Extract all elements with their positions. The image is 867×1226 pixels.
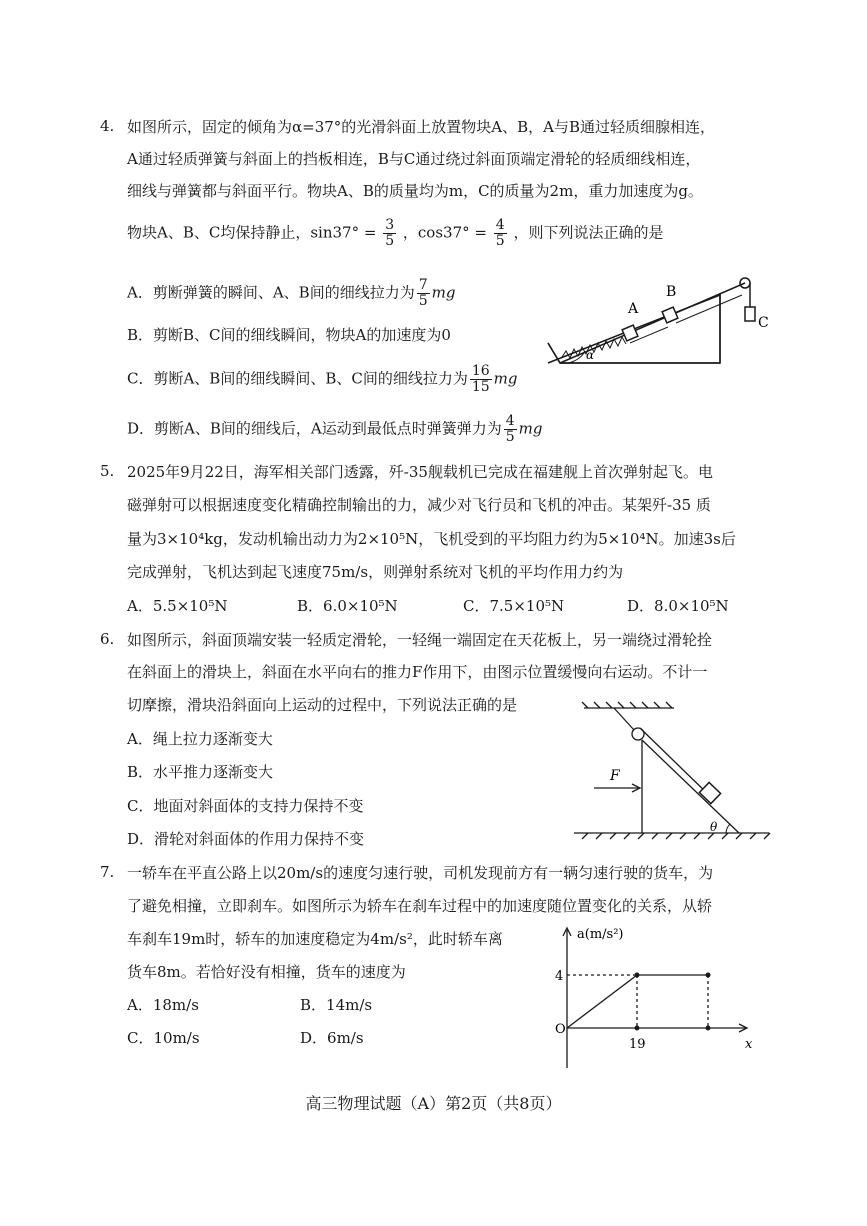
q4-option-d[interactable]: D．剪断A、B间的细线后，A运动到最低点时弹簧弹力为 $\frac{4}{5}$ mg	[127, 413, 543, 445]
graph-y-tick: 4	[555, 969, 564, 984]
graph-x-tick: 19	[629, 1037, 646, 1052]
q7-option-a[interactable]: A．18m/s	[127, 996, 199, 1014]
graph-point-end-axis	[706, 1026, 711, 1031]
q7-option-c[interactable]: C．10m/s	[127, 1029, 200, 1047]
q5-option-c[interactable]: C．7.5×10⁵N	[463, 597, 565, 615]
q6-option-b[interactable]: B．水平推力逐渐变大	[127, 763, 274, 781]
q4-text-line2: A通过轻质弹簧与斜面上的挡板相连，B与C通过绕过斜面顶端定滑轮的轻质细线相连，	[127, 150, 701, 168]
q6-option-a[interactable]: A．绳上拉力逐渐变大	[127, 730, 273, 748]
block-b	[662, 307, 678, 323]
q6-number: 6.	[100, 630, 115, 648]
q4-option-a[interactable]: A．剪断弹簧的瞬间、A、B间的细线拉力为 $\frac{7}{5}$ mg	[127, 277, 456, 309]
q5-text-line2: 磁弹射可以根据速度变化精确控制输出的力，减少对飞行员和飞机的冲击。某架歼-35 质	[127, 496, 711, 514]
q5-option-b[interactable]: B．6.0×10⁵N	[297, 597, 398, 615]
q4-option-b[interactable]: B．剪断B、C间的细线瞬间，物块A的加速度为0	[127, 326, 451, 344]
q4-text-line3: 细线与弹簧都与斜面平行。物块A、B的质量均为m，C的质量为2m，重力加速度为g。	[127, 182, 703, 200]
q4-line4-part2: ，cos37° =	[402, 223, 487, 242]
q4-text-line4	[127, 218, 663, 249]
graph-ramp-line	[567, 975, 637, 1028]
label-c: C	[758, 315, 769, 331]
q6-incline-figure	[574, 700, 774, 850]
graph-point-19-0	[635, 1026, 640, 1031]
graph-x-label: x	[745, 1037, 753, 1052]
q7-number: 7.	[100, 863, 115, 881]
cos-fraction: $\frac{4}{5}$	[495, 217, 505, 249]
page-footer: 高三物理试题（A）第2页（共8页）	[305, 1094, 562, 1113]
sin-fraction: $\frac{3}{5}$	[385, 217, 395, 249]
slider-block	[699, 782, 720, 803]
q4-line4-part1: 物块A、B、C均保持静止，sin37° =	[127, 223, 377, 242]
q7-option-d[interactable]: D．6m/s	[300, 1029, 364, 1047]
q6-text-line3: 切摩擦，滑块沿斜面向上运动的过程中，下列说法正确的是	[127, 696, 518, 714]
q4-line4-part3: ，则下列说法正确的是	[513, 223, 664, 242]
q6-text-line1: 如图所示，斜面顶端安装一轻质定滑轮，一轻绳一端固定在天花板上，另一端绕过滑轮拴	[127, 631, 713, 649]
block-a	[622, 325, 638, 341]
graph-point-19-4	[635, 973, 640, 978]
label-theta: θ	[710, 820, 718, 834]
q4-option-c[interactable]: C．剪断A、B间的细线瞬间、B、C间的细线拉力为 $\frac{16}{15}$ mg	[127, 363, 518, 395]
q5-text-line1: 2025年9月22日，海军相关部门透露，歼-35舰载机已完成在福建舰上首次弹射起飞。电	[127, 463, 713, 481]
graph-point-end	[706, 973, 711, 978]
q6-option-d[interactable]: D．滑轮对斜面体的作用力保持不变	[127, 830, 365, 848]
label-b: B	[666, 284, 677, 300]
q7-text-line1: 一轿车在平直公路上以20m/s的速度匀速行驶，司机发现前方有一辆匀速行驶的货车，为	[127, 864, 714, 882]
q5-number: 5.	[100, 462, 115, 480]
q6-option-c[interactable]: C．地面对斜面体的支持力保持不变	[127, 797, 364, 815]
label-a: A	[628, 301, 639, 317]
q5-text-line4: 完成弹射，飞机达到起飞速度75m/s，则弹射系统对飞机的平均作用力约为	[127, 563, 624, 581]
label-alpha: α	[586, 348, 595, 362]
q4-text-line1: 如图所示，固定的倾角为α=37°的光滑斜面上放置物块A、B，A与B通过轻质细腺相连，	[127, 118, 715, 136]
q5-option-d[interactable]: D．8.0×10⁵N	[627, 597, 729, 615]
q5-option-a[interactable]: A．5.5×10⁵N	[127, 597, 228, 615]
q7-option-b[interactable]: B．14m/s	[300, 996, 373, 1014]
q5-text-line3: 量为3×10⁴kg，发动机输出动力为2×10⁵N，飞机受到的平均阻力约为5×10⁴N。加速3s后	[127, 530, 736, 548]
q7-text-line3: 车刹车19m时，轿车的加速度稳定为4m/s²，此时轿车离	[127, 930, 503, 948]
q6-text-line2: 在斜面上的滑块上，斜面在水平向右的推力F作用下，由图示位置缓慢向右运动。不计一	[127, 663, 708, 681]
q4-number: 4.	[100, 117, 115, 135]
graph-origin: O	[555, 1022, 566, 1037]
graph-y-label: a(m/s²)	[577, 927, 624, 942]
q7-text-line4: 货车8m。若恰好没有相撞，货车的速度为	[127, 963, 406, 981]
q7-acceleration-graph	[555, 920, 755, 1072]
q4-incline-figure	[540, 265, 780, 375]
q7-text-line2: 了避免相撞，立即刹车。如图所示为轿车在刹车过程中的加速度随位置变化的关系，从轿	[127, 897, 713, 915]
label-f: F	[610, 768, 620, 784]
